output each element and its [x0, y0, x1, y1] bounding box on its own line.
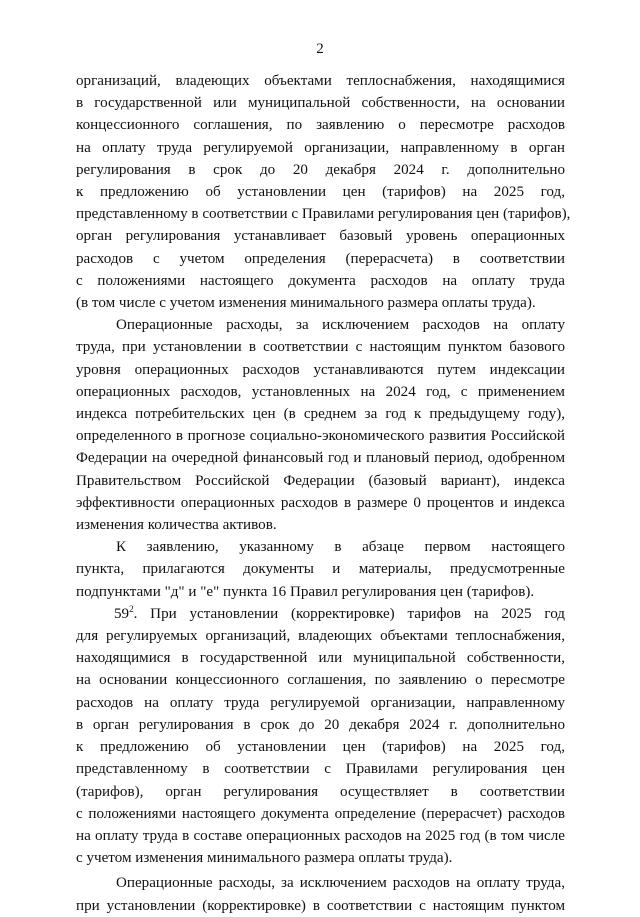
text-line: К заявлению, указанному в абзаце первом настоящего [116, 539, 565, 556]
paragraph-1 [76, 70, 571, 314]
paragraph-3 [76, 536, 565, 603]
text-line: пункта, прилагаются документы и материалы, предусмотренные [76, 561, 565, 578]
text-line: Федерации на очередной финансовый год и плановый период, одобренном [76, 450, 565, 467]
text-line: на основании концессионного соглашения, по заявлению о пересмотре [76, 672, 565, 689]
text-line [76, 603, 565, 625]
paragraph-4 [76, 603, 565, 869]
text-line: (в том числе с учетом изменения минимального размера оплаты труда). [76, 295, 536, 312]
text-line: операционных расходов, установленных на 2024 год, с применением [76, 383, 565, 400]
text-line: индекса потребительских цен (в среднем за год к предыдущему году), [76, 406, 565, 423]
text-line: представленному в соответствии с Правилами регулирования цен [76, 761, 565, 778]
text-line: определенного в прогнозе социально-экономического развития Российской [76, 428, 565, 445]
text-line: к предложению об установлении цен (тарифов) на 2025 год, [76, 184, 565, 201]
text-line: с положениями настоящего документа определение (перерасчет) расходов [76, 805, 565, 822]
text-line: труда, при установлении в соответствии с настоящим пунктом базового [76, 339, 565, 356]
text-line: на оплату труда в составе операционных расходов на 2025 год (в том числе [76, 827, 565, 844]
text-line: с положениями настоящего документа расходов на оплату труда [76, 272, 565, 289]
text-line: Операционные расходы, за исключением расходов на оплату [116, 317, 565, 334]
text-line: орган регулирования устанавливает базовый уровень операционных [76, 228, 565, 245]
text-line: Операционные расходы, за исключением расходов на оплату труда, [116, 875, 565, 892]
text-line: для регулируемых организаций, владеющих объектами теплоснабжения, [76, 628, 565, 645]
clause-superscript: 2 [129, 603, 134, 614]
text-line: в орган регулирования в срок до 20 декабря 2024 г. дополнительно [76, 716, 565, 733]
text-line: регулирования в срок до 20 декабря 2024 г. дополнительно [76, 161, 565, 178]
text-line: с учетом изменения минимального размера оплаты труда). [76, 850, 453, 867]
text-line: организаций, владеющих объектами теплоснабжения, находящимися [76, 73, 565, 89]
text-line: уровня операционных расходов устанавливаются путем индексации [76, 361, 565, 378]
text-line: расходов с учетом определения (перерасчета) в соответствии [76, 250, 565, 267]
text-line: изменения количества активов. [76, 517, 277, 534]
text-line: эффективности операционных расходов в размере 0 процентов и индекса [76, 494, 565, 511]
paragraph-5 [76, 872, 565, 916]
document-body [76, 70, 571, 917]
text-line: на оплату труда регулируемой организации, направленному в орган [76, 139, 565, 156]
text-line: находящимися в государственной или муниципальной собственности, [76, 650, 565, 667]
clause-number: 59 [114, 605, 130, 622]
text-line: концессионного соглашения, по заявлению о пересмотре расходов [76, 117, 565, 134]
text-line: при установлении (корректировке) в соответствии с настоящим пунктом [76, 897, 565, 914]
text-line: расходов на оплату труда регулируемой организации, направленному [76, 694, 565, 711]
page-number: 2 [316, 41, 324, 57]
text-line: в государственной или муниципальной собственности, на основании [76, 95, 565, 112]
text-fragment: . При установлении (корректировке) тарифов на 2025 год [133, 605, 565, 622]
paragraph-2 [76, 314, 565, 536]
text-line: (тарифов), орган регулирования осуществляет в соответствии [76, 783, 565, 800]
text-line: Правительством Российской Федерации (базовый вариант), индекса [76, 472, 565, 489]
text-line: к предложению об установлении цен (тарифов) на 2025 год, [76, 739, 565, 756]
text-line: подпунктами "д" и "е" пункта 16 Правил регулирования цен (тарифов). [76, 583, 535, 600]
text-line: представленному в соответствии с Правилами регулирования цен (тарифов), [76, 206, 571, 223]
